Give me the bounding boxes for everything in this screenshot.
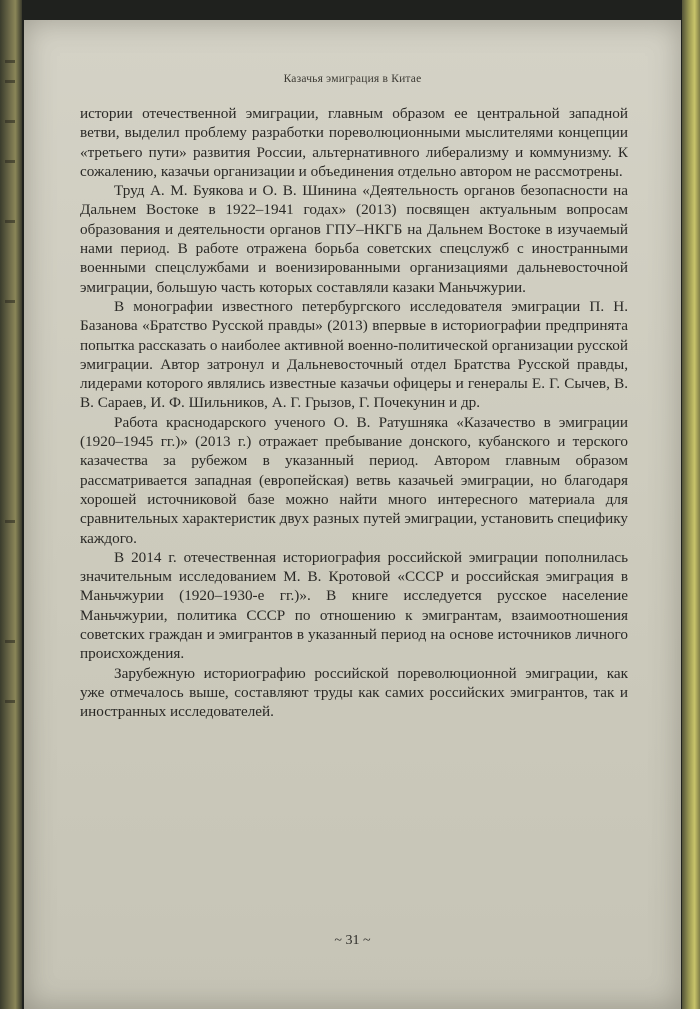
adjacent-page-edge: [0, 0, 22, 1009]
paragraph: В монографии известного петербургского исследователя эмиграции П. Н. Базанова «Братство Русской правды» (2013) впервые в историографии предпринята попытка рассказать о наиболее активной военно-политической организации русской эмиграции. Автор затронул и Дальневосточный отдел Братства Русской правды, лидерами которого являлись известные казачьи офицеры и генералы Е. Г. Сычев, В. В. Сараев, И. Ф. Шильников, А. Г. Грызов, Г. Почекунин и др.: [80, 297, 628, 412]
paragraph: Труд А. М. Буякова и О. В. Шинина «Деятельность органов безопасности на Дальнем Востоке в 1922–1941 годах» (2013) посвящен актуальным вопросам образования и деятельности органов ГПУ–НКГБ на Дальнем Востоке в изучаемый нами период. В работе отражена борьба советских спецслужб с иностранными военными спецслужбами и военизированными организациями дальневосточной эмиграции, большую часть которых составляли казаки Маньчжурии.: [80, 182, 628, 296]
adjacent-page-mark: [5, 160, 15, 163]
paragraph: Зарубежную историографию российской пореволюционной эмиграции, как уже отмечалось выше, составляют труды как самих российских эмигрантов, так и иностранных исследователей.: [80, 664, 628, 721]
adjacent-page-mark: [5, 80, 15, 83]
adjacent-page-mark: [5, 640, 15, 643]
page-number: ~ 31 ~: [334, 933, 371, 948]
paragraph: истории отечественной эмиграции, главным образом ее центральной западной ветви, выделил проблему разработки пореволюционными мыслителями концепции «третьего пути» развития России, альтернативного либерализму и коммунизму. К сожалению, казачьи организации и объединения отдельно автором не рассмотрены.: [80, 105, 628, 180]
adjacent-page-mark: [5, 300, 15, 303]
adjacent-page-mark: [5, 60, 15, 63]
book-page: [24, 20, 681, 1009]
adjacent-page-mark: [5, 120, 15, 123]
adjacent-page-mark: [5, 220, 15, 223]
paragraph: В 2014 г. отечественная историография российской эмиграции пополнилась значительным исследованием М. В. Кротовой «СССР и российская эмиграция в Маньчжурии (1920–1930-е гг.)». В книге исследуется русское население Маньчжурии, политика СССР по отношению к эмигрантам, взаимоотношения советских граждан и эмигрантов в указанный период на основе источников личного происхождения.: [80, 548, 628, 663]
adjacent-page-mark: [5, 700, 15, 703]
paragraph: Работа краснодарского ученого О. В. Ратушняка «Казачество в эмиграции (1920–1945 гг.)» (2013 г.) отражает пребывание донского, кубанского и терского казачества за рубежом в указанный период. Автором главным образом рассматривается западная (европейская) ветвь казачьей эмиграции, но благодаря хорошей источниковой базе можно найти много интересного материала для сравнительных характеристик двух разных путей эмиграции, установить специфику каждого.: [80, 413, 628, 547]
book-cover-edge: [682, 0, 700, 1009]
running-head: Казачья эмиграция в Китае: [283, 73, 422, 85]
adjacent-page-mark: [5, 520, 15, 523]
page-body: [80, 104, 628, 722]
